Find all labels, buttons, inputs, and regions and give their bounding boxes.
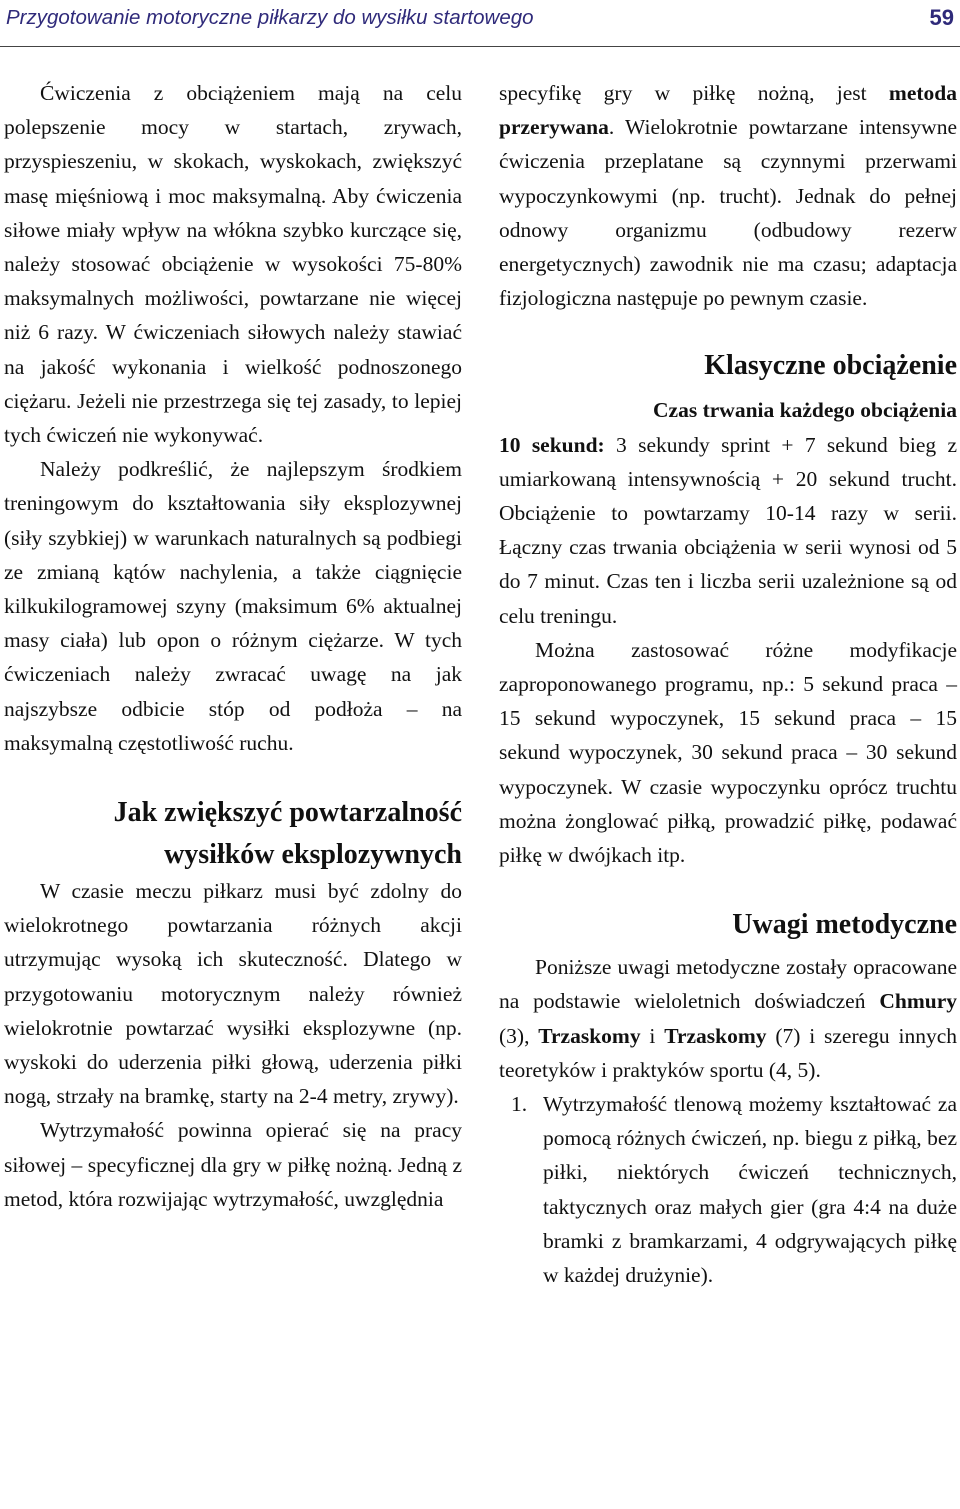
running-header <box>0 0 960 47</box>
list-item-text: Wytrzymałość tlenową możemy kształtować za pomocą różnych ćwiczeń, np. biegu z piłką, bez piłki, niektórych ćwiczeń technicznych, taktycznych oraz małych gier (gra 4:4 na duże bramki z bramkarzami, 4 odgrywających piłkę w każdej drużynie). <box>543 1092 957 1288</box>
left-paragraph-4: Wytrzymałość powinna opierać się na pracy siłowej – specyficznej dla gry w piłkę nożną. Jedną z metod, która rozwijając wytrzymałość, uwzględnia <box>4 1118 462 1211</box>
left-column <box>4 76 462 1216</box>
list-item <box>499 1087 957 1292</box>
left-paragraph-3: W czasie meczu piłkarz musi być zdolny do wielokrotnego powtarzania różnych akcji utrzymując wysoką ich skuteczność. Dlatego w przygotowaniu motorycznym należy również wielokrotnie powtarzać wysiłki eksplozywne (np. wyskoki do uderzenia piłki głową, uderzenia piłki nogą, strzały na bramkę, starty na 2-4 metry, zrywy). <box>4 879 462 1109</box>
right-paragraph-3: Można zastosować różne modyfikacje zaproponowanego programu, np.: 5 sekund praca – 15 sekund wypoczynek, 15 sekund praca – 15 sekund wypoczynek, 30 sekund praca – 30 sekund wypoczynek. W czasie wypoczynku oprócz truchtu można żonglować piłką, prowadzić piłkę, podawać piłkę w dwójkach itp. <box>499 637 957 868</box>
bold-term-metoda-przerywana: metoda przerywana <box>499 81 957 140</box>
section-heading-line-2: wysiłków eksplozywnych <box>164 839 462 871</box>
list-item-number: 1. <box>511 1092 528 1117</box>
text-run: (3), <box>499 1023 539 1048</box>
bold-term-10-seconds: 10 sekund: <box>499 432 605 457</box>
section-heading-methodical-notes: Uwagi metodyczne <box>732 909 957 941</box>
page-number: 59 <box>929 5 954 30</box>
right-column <box>499 76 957 1292</box>
text-run: 3 sekundy sprint + 7 sekund bieg z umiarkowaną intensywnością + 20 sekund trucht. Obciążenie to powtarzamy 10-14 razy w serii. Łączny czas trwania obciążenia w serii wynosi od 5 do 7 minut. Czas ten i liczba serii uzależnione są od celu treningu. <box>499 432 957 628</box>
text-run: Poniższe uwagi metodyczne zostały opracowane na podstawie wieloletnich doświadczeń <box>499 955 957 1014</box>
author-trzaskomy: Trzaskomy <box>538 1023 641 1048</box>
right-paragraph-4 <box>499 950 957 1087</box>
section-heading-explosive <box>4 792 462 876</box>
text-run: . Wielokrotnie powtarzane intensywne ćwiczenia przeplatane są czynnymi przerwami wypoczynkowymi (np. trucht). Jednak do pełnej odnowy organizmu (odbudowy rezerw energetycznych) zawodnik nie ma czasu; adaptacja fizjologiczna następuje po pewnym czasie. <box>499 115 957 311</box>
methodical-notes-list <box>499 1087 957 1292</box>
section-heading-line-1: Jak zwiększyć powtarzalność <box>113 797 462 829</box>
left-paragraph-1: Ćwiczenia z obciążeniem mają na celu polepszenie mocy w startach, zrywach, przyspieszeniu, w skokach, wyskokach, zwiększyć masę mięśniową i moc maksymalną. Aby ćwiczenia siłowe miały wpływ na włókna szybko kurczące się, należy stosować obciążenie w wysokości 75-80% maksymalnych możliwości, powtarzane nie więcej niż 6 razy. W ćwiczeniach siłowych należy stawiać na jakość wykonania i wielkość podnoszonego ciężaru. Jeżeli nie przestrzega się tej zasady, to lepiej tych ćwiczeń nie wykonywać. <box>4 81 462 448</box>
subheading-duration: Czas trwania każdego obciążenia <box>653 398 957 423</box>
left-paragraph-2: Należy podkreślić, że najlepszym środkiem treningowym do kształtowania siły eksplozywnej (siły szybkiej) w warunkach naturalnych są podbiegi ze zmianą kątów nachylenia, a także ciągnięcie kilkukilogramowej szyny (maksimum 6% aktualnej masy ciała) lub opon o różnym ciężarze. W tych ćwiczeniach należy zwracać uwagę na jak najszybsze odbicie stóp od podłoża – na maksymalną częstotliwość ruchu. <box>4 457 462 755</box>
right-paragraph-1 <box>499 76 957 315</box>
text-run: (7) i szeregu innych teoretyków i praktyków sportu (4, 5). <box>499 1023 957 1082</box>
running-title: Przygotowanie motoryczne piłkarzy do wysiłku startowego <box>6 6 534 29</box>
section-heading-classic-load: Klasyczne obciążenie <box>704 350 957 382</box>
right-paragraph-2 <box>499 428 957 633</box>
author-chmury: Chmury <box>879 989 957 1014</box>
author-trzaskomy-2: Trzaskomy <box>664 1023 767 1048</box>
text-run: i <box>640 1023 665 1048</box>
text-run: specyfikę gry w piłkę nożną, jest <box>499 81 889 105</box>
